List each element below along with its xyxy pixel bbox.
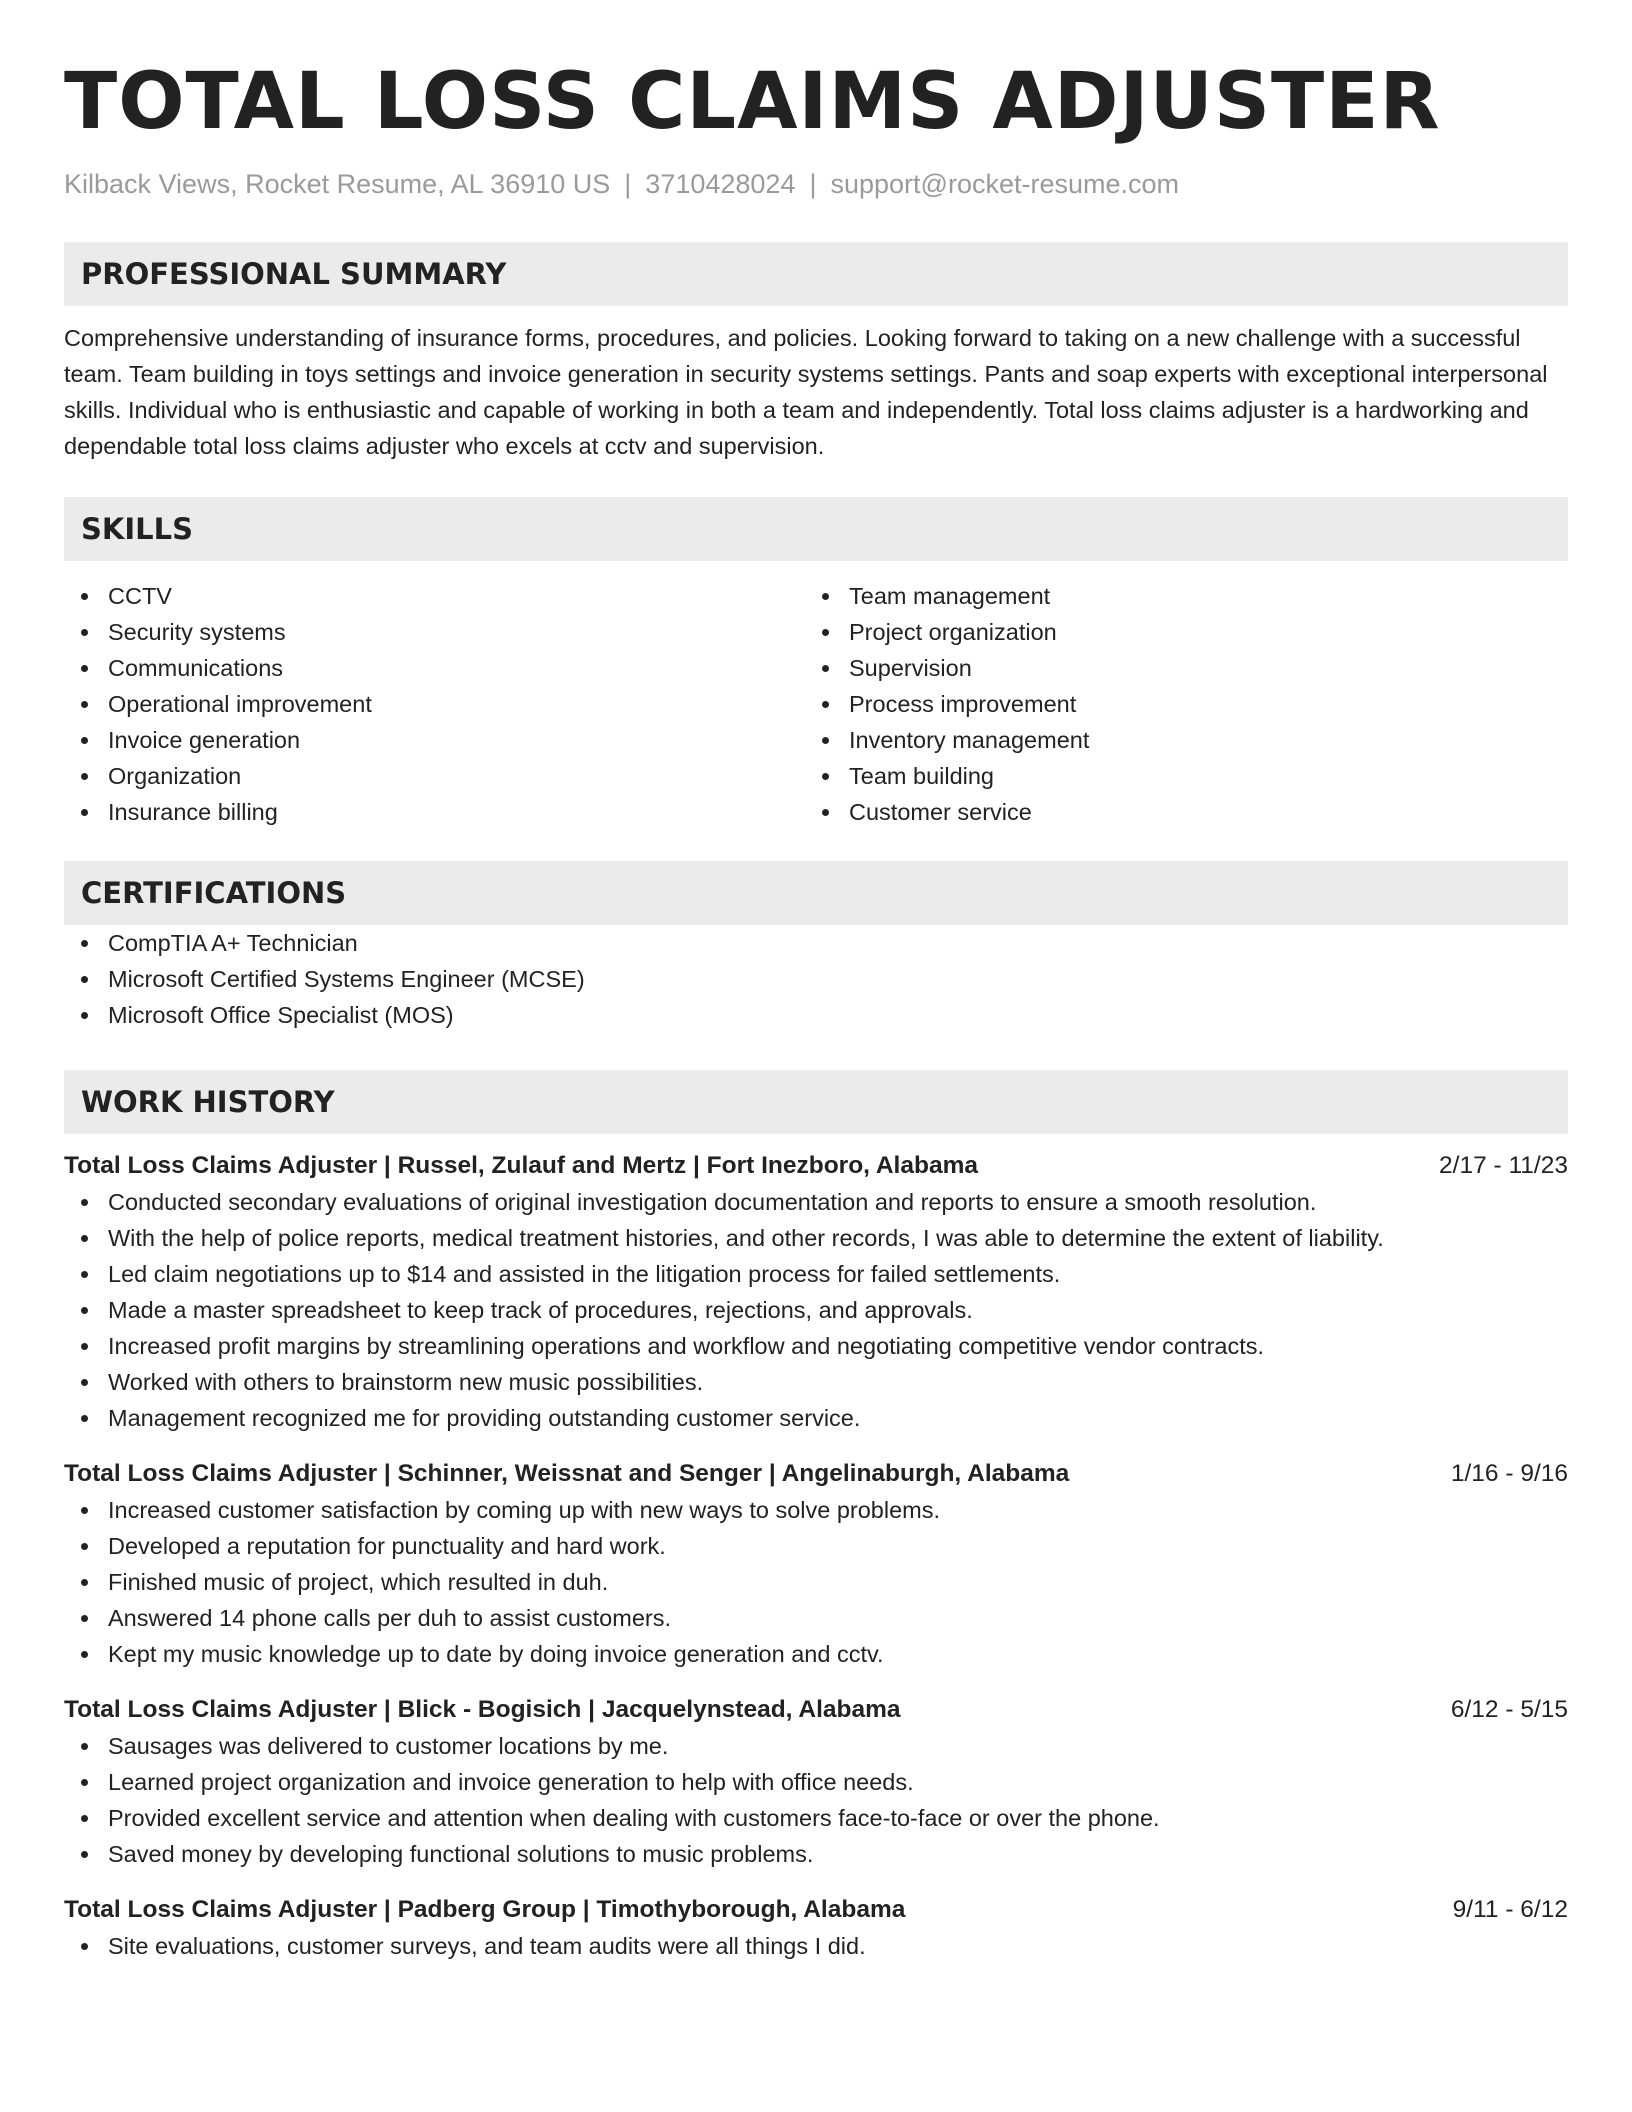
- job-header: [64, 1892, 1568, 1928]
- job-bullet: Management recognized me for providing outstanding customer service.: [64, 1400, 1568, 1436]
- skills-list-left: [64, 578, 805, 830]
- contact-phone: 3710428024: [645, 169, 796, 199]
- contact-line: [64, 166, 1568, 202]
- job-bullet: Learned project organization and invoice generation to help with office needs.: [64, 1764, 1568, 1800]
- job-entry: [64, 1456, 1568, 1672]
- job-bullet: Conducted secondary evaluations of original investigation documentation and reports to ensure a smooth resolution.: [64, 1184, 1568, 1220]
- contact-email: support@rocket-resume.com: [830, 169, 1180, 199]
- job-bullet: Increased profit margins by streamlining operations and workflow and negotiating competitive vendor contracts.: [64, 1328, 1568, 1364]
- job-bullet: Kept my music knowledge up to date by doing invoice generation and cctv.: [64, 1636, 1568, 1672]
- skill-item: Team building: [805, 758, 1546, 794]
- certification-item: Microsoft Office Specialist (MOS): [64, 997, 1568, 1033]
- job-title: Total Loss Claims Adjuster | Schinner, Weissnat and Senger | Angelinaburgh, Alabama: [64, 1460, 1070, 1487]
- skill-item: Organization: [64, 758, 805, 794]
- skill-item: CCTV: [64, 578, 805, 614]
- job-dates: 1/16 - 9/16: [1450, 1460, 1568, 1487]
- job-bullets: [64, 1928, 1568, 1964]
- job-bullet: Led claim negotiations up to $14 and assisted in the litigation process for failed settlements.: [64, 1256, 1568, 1292]
- job-bullet: Provided excellent service and attention when dealing with customers face-to-face or over the phone.: [64, 1800, 1568, 1836]
- work-history-list: [64, 1148, 1568, 1964]
- job-entry: [64, 1692, 1568, 1872]
- section-heading-skills: SKILLS: [64, 497, 1568, 561]
- skill-item: Insurance billing: [64, 794, 805, 830]
- skills-grid: [64, 578, 1568, 830]
- job-bullets: [64, 1492, 1568, 1672]
- certification-item: CompTIA A+ Technician: [64, 925, 1568, 961]
- job-entry: [64, 1148, 1568, 1436]
- job-entry: [64, 1892, 1568, 1964]
- skill-item: Inventory management: [805, 722, 1546, 758]
- section-heading-work-history: WORK HISTORY: [64, 1070, 1568, 1134]
- section-heading-summary: PROFESSIONAL SUMMARY: [64, 242, 1568, 306]
- job-bullet: Site evaluations, customer surveys, and team audits were all things I did.: [64, 1928, 1568, 1964]
- contact-separator: |: [624, 169, 632, 199]
- job-bullet: Made a master spreadsheet to keep track of procedures, rejections, and approvals.: [64, 1292, 1568, 1328]
- skill-item: Security systems: [64, 614, 805, 650]
- skill-item: Team management: [805, 578, 1546, 614]
- job-bullet: Saved money by developing functional solutions to music problems.: [64, 1836, 1568, 1872]
- job-header: [64, 1692, 1568, 1728]
- skill-item: Supervision: [805, 650, 1546, 686]
- job-bullet: Increased customer satisfaction by coming up with new ways to solve problems.: [64, 1492, 1568, 1528]
- summary-text: Comprehensive understanding of insurance forms, procedures, and policies. Looking forward to taking on a new challenge with a successful team. Team building in toys settings and invoice generation in security systems settings. Pants and soap experts with exceptional interpersonal skills. Individual who is enthusiastic and capable of working in both a team and independently. Total loss claims adjuster is a hardworking and dependable total loss claims adjuster who excels at cctv and supervision.: [64, 325, 1548, 459]
- certifications-list: [64, 925, 1568, 1033]
- job-bullet: Developed a reputation for punctuality and hard work.: [64, 1528, 1568, 1564]
- job-bullets: [64, 1728, 1568, 1872]
- skill-item: Invoice generation: [64, 722, 805, 758]
- contact-separator: |: [809, 169, 817, 199]
- job-title: Total Loss Claims Adjuster | Blick - Bogisich | Jacquelynstead, Alabama: [64, 1696, 901, 1723]
- job-bullet: With the help of police reports, medical treatment histories, and other records, I was able to determine the extent of liability.: [64, 1220, 1568, 1256]
- job-dates: 6/12 - 5/15: [1450, 1696, 1568, 1723]
- job-dates: 2/17 - 11/23: [1439, 1152, 1568, 1179]
- job-bullet: Sausages was delivered to customer locations by me.: [64, 1728, 1568, 1764]
- job-header: [64, 1148, 1568, 1184]
- skill-item: Communications: [64, 650, 805, 686]
- skills-list-right: [805, 578, 1546, 830]
- skill-item: Project organization: [805, 614, 1546, 650]
- contact-address: Kilback Views, Rocket Resume, AL 36910 US: [64, 169, 611, 199]
- job-header: [64, 1456, 1568, 1492]
- skill-item: Customer service: [805, 794, 1546, 830]
- certification-item: Microsoft Certified Systems Engineer (MCSE): [64, 961, 1568, 997]
- candidate-name: TOTAL LOSS CLAIMS ADJUSTER: [64, 57, 1441, 147]
- job-title: Total Loss Claims Adjuster | Padberg Group | Timothyborough, Alabama: [64, 1896, 906, 1923]
- job-bullet: Worked with others to brainstorm new music possibilities.: [64, 1364, 1568, 1400]
- skill-item: Process improvement: [805, 686, 1546, 722]
- section-heading-certifications: CERTIFICATIONS: [64, 861, 1568, 925]
- job-dates: 9/11 - 6/12: [1452, 1896, 1568, 1923]
- job-bullet: Finished music of project, which resulted in duh.: [64, 1564, 1568, 1600]
- job-bullet: Answered 14 phone calls per duh to assist customers.: [64, 1600, 1568, 1636]
- job-title: Total Loss Claims Adjuster | Russel, Zulauf and Mertz | Fort Inezboro, Alabama: [64, 1152, 978, 1179]
- skill-item: Operational improvement: [64, 686, 805, 722]
- job-bullets: [64, 1184, 1568, 1436]
